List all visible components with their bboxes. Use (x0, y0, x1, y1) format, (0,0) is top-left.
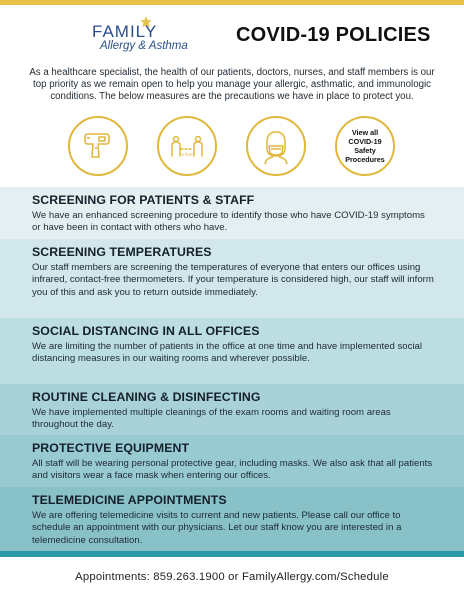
thermometer-circle (68, 116, 128, 176)
section-heading: TELEMEDICINE APPOINTMENTS (32, 493, 227, 507)
appointments-footer[interactable]: Appointments: 859.263.1900 or FamilyAllergy.com/Schedule (75, 571, 389, 583)
thermometer-icon (78, 126, 118, 166)
icon-row (0, 116, 464, 182)
section-social-distancing (0, 318, 464, 384)
section-body: We are offering telemedicine visits to current and new patients. Please call our office to schedule an appointment with our physicians. Let our staff know you are interested in a telemedicine consultation. (32, 510, 402, 546)
section-body: We have implemented multiple cleanings of the exam rooms and waiting room areas throughout the day. (32, 407, 391, 431)
distance-label: 6 feet (181, 152, 193, 157)
top-accent-bar (0, 0, 464, 5)
section-heading: SOCIAL DISTANCING IN ALL OFFICES (32, 324, 260, 338)
brand-logo[interactable] (92, 16, 212, 56)
brand-name: FAMILY (92, 22, 158, 41)
section-body: We are limiting the number of patients in the office at one time and have implemented social distancing measures in our waiting rooms and wherever possible. (32, 341, 423, 365)
section-heading: SCREENING TEMPERATURES (32, 245, 212, 259)
section-body: Our staff members are screening the temperatures of everyone that enters our offices using infrared, contact-free thermometers. If your temperature is considered high, our staff will inform you of this and ask you to return outside immediately. (32, 262, 434, 298)
brand-tagline: Allergy & Asthma (100, 40, 188, 52)
section-body: We have an enhanced screening procedure to identify those who have COVID-19 symptoms or have been in contact with others who have. (32, 210, 425, 234)
section-heading: ROUTINE CLEANING & DISINFECTING (32, 390, 261, 404)
policy-sections (0, 187, 464, 551)
section-heading: SCREENING FOR PATIENTS & STAFF (32, 193, 255, 207)
mask-circle (246, 116, 306, 176)
view-procedures-button[interactable]: View all COVID-19 Safety Procedures (335, 116, 395, 176)
social-distancing-icon (167, 126, 207, 166)
section-body: All staff will be wearing personal protective gear, including masks. We also ask that all patients and visitors wear a face mask when entering our offices. (32, 458, 433, 482)
section-screening-temperatures (0, 239, 464, 318)
section-screening-patients (0, 187, 464, 239)
face-mask-icon (256, 126, 296, 166)
section-telemedicine (0, 487, 464, 551)
bottom-divider (0, 551, 464, 557)
distancing-circle (157, 116, 217, 176)
section-cleaning (0, 384, 464, 435)
section-heading: PROTECTIVE EQUIPMENT (32, 441, 190, 455)
intro-text: As a healthcare specialist, the health of our patients, doctors, nurses, and staff members is our top priority as we remain open to help you manage your allergic, asthmatic, and immunologic conditions. The below measures are the precautions we have in place to protect you. (29, 67, 435, 102)
section-protective-equipment (0, 435, 464, 487)
page-title: COVID-19 POLICIES (236, 24, 431, 46)
